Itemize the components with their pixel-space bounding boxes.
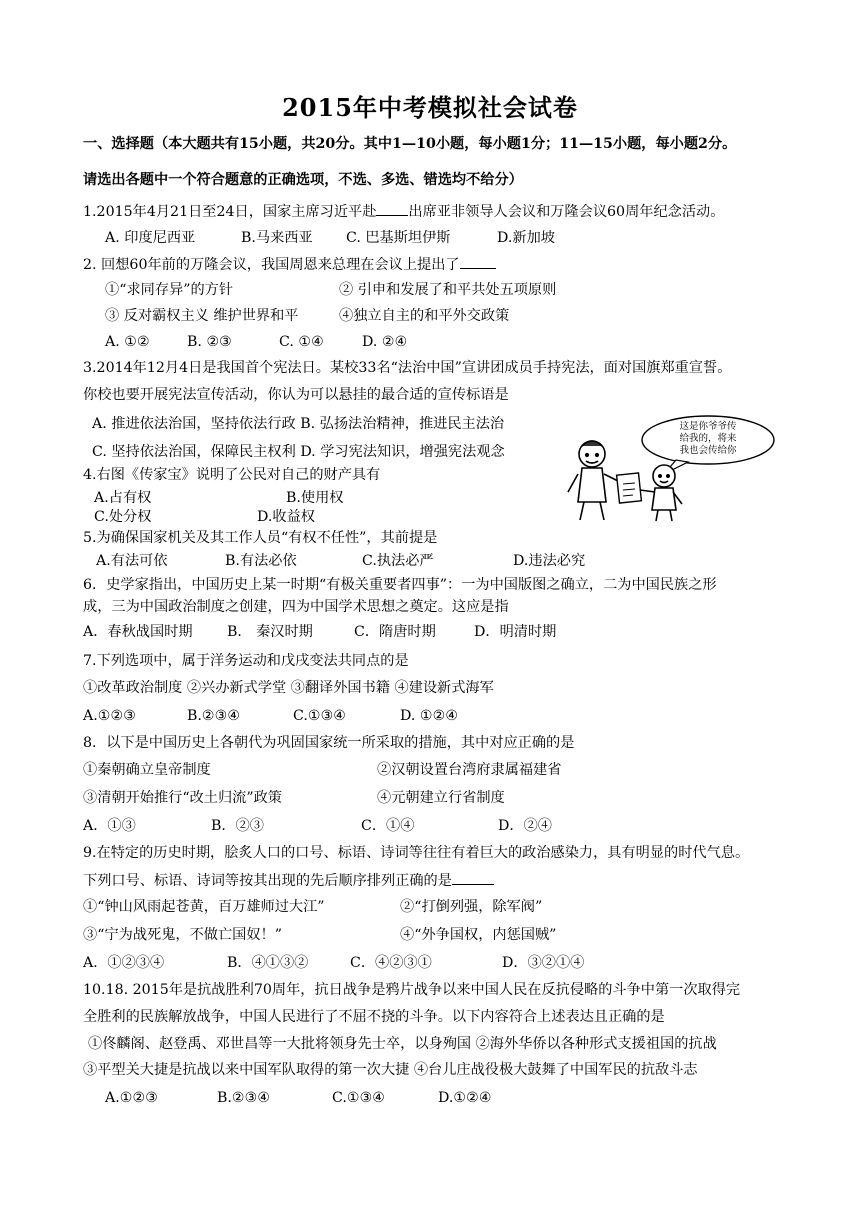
q6-stem-line-2: 成，三为中国政治制度之创建，四为中国学术思想之奠定。这应是指 (83, 599, 509, 615)
q8-option-a: A．①③ (83, 818, 136, 834)
q7-option-b: B.②③④ (187, 708, 241, 724)
q3-options-cd: C. 坚持依法治国，保障民主权利 D. 学习宪法知识，增强宪法观念 (92, 444, 505, 460)
q2-option-b: B. ②③ (187, 334, 232, 350)
q7-statements: ①改革政治制度 ②兴办新式学堂 ③翻译外国书籍 ④建设新式海军 (83, 680, 494, 696)
q3-stem-line-2: 你校也要开展宪法宣传活动，你认为可以悬挂的最合适的宣传标语是 (83, 387, 509, 403)
q1-stem (83, 201, 724, 222)
q2-stem (83, 254, 496, 275)
speech-bubble-text-2: 给我的，将来 (679, 433, 737, 444)
q1-option-d: D.新加坡 (497, 230, 555, 246)
q2-answer-blank (460, 254, 496, 269)
q7-option-c: C.①③④ (293, 708, 347, 724)
q3-stem-line-1: 3.2014年12月4日是我国首个宪法日。某校33名“法治中国”宣讲团成员手持宪法，面对国旗郑重宣誓。 (83, 360, 732, 376)
speech-bubble-text-3: 我也会传给你 (679, 445, 737, 456)
q8-statement-3: ③清朝开始推行“改土归流”政策 (83, 790, 282, 806)
q10-stem-line-2: 全胜利的民族解放战争，中国人民进行了不屈不挠的斗争。以下内容符合上述表达且正确的是 (83, 1009, 665, 1025)
section-heading-line-2: 请选出各题中一个符合题意的正确选项，不选、多选、错选均不给分） (83, 172, 523, 188)
q9-statement-4: ④“外争国权，内惩国贼” (400, 927, 557, 943)
q1-option-b: B.马来西亚 (241, 230, 313, 246)
q8-option-b: B．②③ (211, 818, 264, 834)
exam-title: 2015年中考模拟社会试卷 (282, 93, 578, 122)
q1-option-c: C. 巴基斯坦伊斯 (346, 230, 451, 246)
q6-stem-line-1: 6．史学家指出，中国历史上某一时期“有极关重要者四事”：一为中国版图之确立，二为中国民族之形 (83, 577, 717, 593)
q2-statement-4: ④独立自主的和平外交政策 (339, 308, 510, 324)
q6-option-b: B． 秦汉时期 (227, 624, 313, 640)
q2-option-c: C. ①④ (279, 334, 324, 350)
speech-bubble-text-1: 这是你爷爷传 (679, 421, 737, 432)
q8-option-c: C．①④ (361, 818, 415, 834)
q6-option-a: A．春秋战国时期 (83, 624, 193, 640)
q5-option-b: B.有法必依 (225, 553, 297, 569)
q1-stem-part-a: 1.2015年4月21日至24日，国家主席习近平赴 (83, 204, 377, 220)
q8-statement-4: ④元朝建立行省制度 (377, 790, 505, 806)
q10-statements-3-4: ③平型关大捷是抗战以来中国军队取得的第一次大捷 ④台儿庄战役极大鼓舞了中国军民的抗敌斗志 (83, 1062, 698, 1078)
q7-stem: 7.下列选项中，属于洋务运动和戊戌变法共同点的是 (83, 653, 409, 669)
q8-statement-1: ①秦朝确立皇帝制度 (83, 762, 211, 778)
q7-option-a: A.①②③ (83, 708, 136, 724)
q9-statement-1: ①“钟山风雨起苍黄，百万雄师过大江” (83, 899, 325, 915)
q9-option-d: D．③②①④ (502, 955, 585, 971)
q5-stem: 5.为确保国家机关及其工作人员“有权不任性”，其前提是 (83, 530, 438, 546)
q9-statement-3: ③“宁为战死鬼，不做亡国奴！” (83, 927, 282, 943)
q9-option-b: B．④①③② (227, 955, 309, 971)
q4-option-c: C.处分权 (94, 509, 152, 525)
q1-stem-part-b: 出席亚非领导人会议和万隆会议60周年纪念活动。 (408, 204, 725, 220)
q2-stem-text: 2. 回想60年前的万隆会议，我国周恩来总理在会议上提出了 (83, 257, 460, 273)
q10-option-d: D.①②④ (438, 1090, 492, 1106)
q2-option-d: D. ②④ (362, 334, 408, 350)
q9-stem-line-2-text: 下列口号、标语、诗词等按其出现的先后顺序排列正确的是 (83, 873, 452, 889)
q4-option-a: A.占有权 (94, 490, 152, 506)
q1-option-a: A. 印度尼西亚 (105, 230, 196, 246)
q9-stem-line-1: 9.在特定的历史时期，脍炙人口的口号、标语、诗词等往往有着巨大的政治感染力，具有明显的时代气息。 (83, 845, 750, 861)
q10-stem-line-1: 10.18. 2015年是抗战胜利70周年，抗日战争是鸦片战争以来中国人民在反抗侵略的斗争中第一次取得完 (83, 982, 741, 998)
q10-option-b: B.②③④ (217, 1090, 271, 1106)
q6-option-c: C．隋唐时期 (354, 624, 436, 640)
q8-stem: 8．以下是中国历史上各朝代为巩固国家统一所采取的措施，其中对应正确的是 (83, 735, 575, 751)
q8-option-d: D．②④ (498, 818, 552, 834)
q10-option-a: A.①②③ (105, 1090, 158, 1106)
q4-option-b: B.使用权 (286, 490, 344, 506)
certificate-icon (617, 473, 642, 503)
father-figure (568, 441, 620, 520)
q2-option-a: A. ①② (105, 334, 150, 350)
q5-option-d: D.违法必究 (513, 553, 586, 569)
q4-stem: 4.右图《传家宝》说明了公民对自己的财产具有 (83, 467, 381, 483)
q10-statements-1-2: ①佟麟阁、赵登禹、邓世昌等一大批将领身先士卒，以身殉国 ②海外华侨以各种形式支援祖国的抗战 (88, 1036, 717, 1052)
heirloom-cartoon-image (560, 410, 780, 522)
q10-option-c: C.①③④ (332, 1090, 386, 1106)
q3-options-ab: A. 推进依法治国，坚持依法行政 B. 弘扬法治精神，推进民主法治 (92, 416, 505, 432)
q1-answer-blank (376, 201, 408, 216)
child-figure (640, 465, 682, 521)
q8-statement-2: ②汉朝设置台湾府隶属福建省 (377, 762, 562, 778)
q9-stem-line-2 (83, 870, 494, 891)
section-heading-line-1: 一、选择题（本大题共有15小题，共20分。其中1—10小题，每小题1分；11—15小题，每小题2分。 (83, 136, 737, 152)
q4-option-d: D.收益权 (257, 509, 315, 525)
q5-option-a: A.有法可依 (96, 553, 168, 569)
q2-statement-2: ② 引申和发展了和平共处五项原则 (339, 282, 557, 298)
q7-option-d: D. ①②④ (400, 708, 459, 724)
q2-statement-1: ①“求同存异”的方针 (105, 282, 234, 298)
q9-answer-blank (452, 870, 494, 885)
q2-statement-3: ③ 反对霸权主义 维护世界和平 (105, 308, 299, 324)
q5-option-c: C.执法必严 (362, 553, 434, 569)
q9-option-c: C．④②③① (350, 955, 432, 971)
q9-statement-2: ②“打倒列强，除军阀” (400, 899, 543, 915)
q6-option-d: D．明清时期 (474, 624, 557, 640)
q9-option-a: A．①②③④ (83, 955, 165, 971)
